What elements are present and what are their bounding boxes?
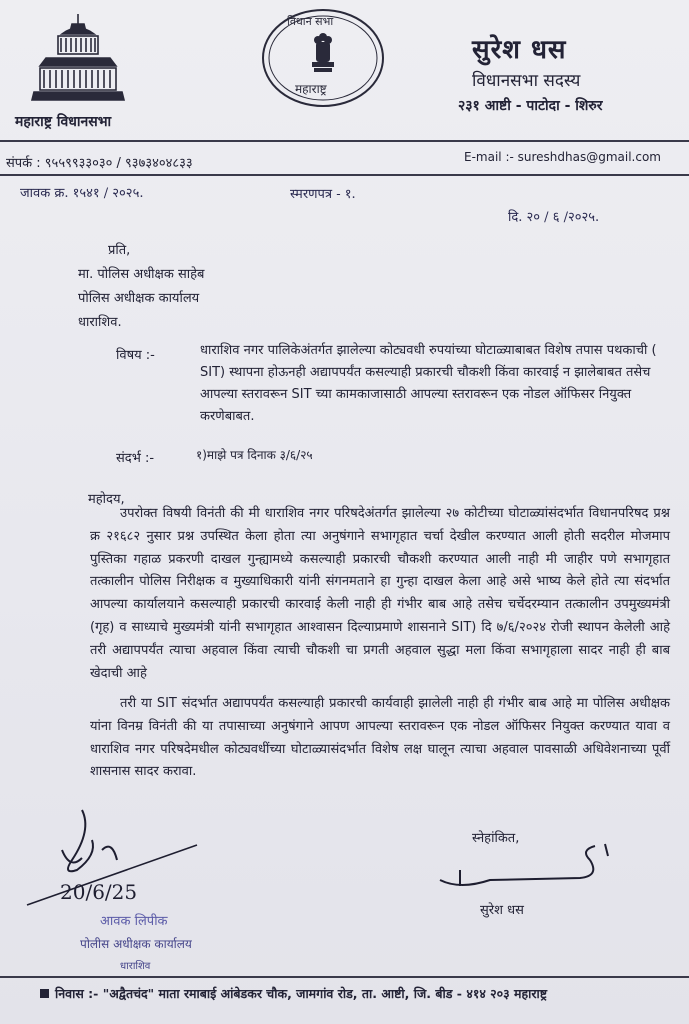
- reminder-label: स्मरणपत्र - १.: [290, 187, 356, 202]
- address-prati: प्रति,: [108, 243, 131, 258]
- closing-sneh: स्नेहांकित,: [472, 831, 520, 846]
- seal-bottom-text: महाराष्ट्र: [295, 82, 327, 96]
- outward-number: जावक क्र. १५४१ / २०२५.: [20, 186, 144, 201]
- mla-name-heading: सुरेश धस: [472, 35, 567, 65]
- subject-text: धाराशिव नगर पालिकेअंतर्गत झालेल्या कोट्यवधी रुपयांच्या घोटाळ्याबाबत विशेष तपास पथकाची ( SIT) स्थापना होऊनही अद्यापपर्यंत कसल्याही प्रकारची चौकशी किंवा कारवाई न झालेबाबत तसेच आपल्या स्तरावरून SIT च्या कामकाजासाठी आपल्या स्तरावरून एक नोडल ऑफिसर नियुक्त करणेबाबत.: [200, 343, 657, 424]
- designation: विधानसभा सदस्य: [472, 71, 581, 91]
- closing-name: सुरेश धस: [480, 903, 524, 918]
- org-name-left: महाराष्ट्र विधानसभा: [15, 114, 112, 130]
- footer-bullet-icon: [40, 989, 49, 998]
- contact-numbers: संपर्क : ९५५९९३३०३० / ९३७३४०४८३३: [6, 156, 193, 171]
- stamp-clerk: आवक लिपीक: [100, 914, 168, 929]
- vidhan-bhavan-emblem-icon: [28, 10, 128, 108]
- stamp-office: पोलीस अधीक्षक कार्यालय: [80, 937, 192, 951]
- reference-text: १)माझे पत्र दिनाक ३/६/२५: [196, 448, 313, 462]
- email-address: E-mail :- sureshdhas@gmail.com: [464, 150, 661, 164]
- header-divider: [0, 140, 689, 142]
- stamp-city: धाराशिव: [120, 961, 151, 972]
- mla-signature-icon: [430, 840, 630, 900]
- address-line-2: पोलिस अधीक्षक कार्यालय: [78, 291, 200, 306]
- body-paragraph-1: उपरोक्त विषयी विनंती की मी धाराशिव नगर परिषदेअंतर्गत झालेल्या २७ कोटीच्या घोटाळ्यांसंदर्भात विधानपरिषद प्रश्न क्र २१६८२ नुसार प्रश्न उपस्थित केला होता त्या अनुषंगाने सभागृहात चर्चा देखील करण्यात आली होती सदरील मोजमाप पुस्तिका गहाळ प्रकरणी दाखल गुन्ह्यामध्ये कसल्याही प्रकारची चौकशी करण्यात आली नाही मी जाहीर पणे सभागृहात तत्कालीन पोलिस निरीक्षक व मुख्याधिकारी यांनी संगनमताने हा गुन्हा दाखल केला आहे असे भाष्य केले होते त्या संदर्भात आपल्या कार्यालयाने कसल्याही प्रकारची कारवाई केली नाही ही गंभीर बाब आहे तसेच चर्चेदरम्यान तत्कालीन उपमुख्यमंत्री (गृह) व साध्याचे मुख्यमंत्री यांनी सभागृहात आश्वासन दिल्याप्रमाणे शासनाने SIT) दि ७/६/२०२४ रोजी स्थापन केलेली आहे तरी अद्यापपर्यंत त्याचा अहवाल किंवा त्याची चौकशी चा प्रगती अहवाल सुद्धा मला किंवा सभागृहाला सादर नाही ही बाब खेदाची आहे: [90, 506, 670, 681]
- seal-top-text: विधान सभा: [287, 15, 334, 28]
- salutation: महोदय,: [88, 492, 125, 507]
- body-paragraph-2: तरी या SIT संदर्भात अद्यापपर्यंत कसल्याही प्रकारची कार्यवाही झालेली नाही ही गंभीर बाब आहे मा पोलिस अधीक्षक यांना विनम्र विनंती की या तपासाच्या अनुषंगाने आपण आपल्या स्तरावरून एक नोडल ऑफिसर नियुक्त करण्यात यावा व धाराशिव नगर परिषदेमधील कोट्यवधींच्या घोटाळ्यासंदर्भात विशेष लक्ष घालून त्याचा अहवाल पावसाळी अधिवेशनाच्या पूर्वी शासनास सादर करावा.: [90, 696, 670, 780]
- address-line-3: धाराशिव.: [78, 315, 122, 330]
- footer-divider: [0, 976, 689, 978]
- footer-address-text: निवास :- "अद्वैतचंद" माता रमाबाई आंबेडकर चौक, जामगांव रोड, ता. आष्टी, जि. बीड - ४१४ २०३ महाराष्ट्र: [55, 986, 548, 1001]
- footer-address: [40, 985, 547, 1002]
- letter-date: दि. २० / ६ /२०२५.: [508, 210, 600, 225]
- reference-label: संदर्भ :-: [116, 451, 155, 466]
- received-date: 20/6/25: [60, 880, 138, 904]
- constituency: २३१ आष्टी - पाटोदा - शिरुर: [458, 98, 603, 114]
- contact-divider: [0, 174, 689, 176]
- address-line-1: मा. पोलिस अधीक्षक साहेब: [78, 267, 205, 282]
- subject-label: विषय :-: [116, 348, 155, 363]
